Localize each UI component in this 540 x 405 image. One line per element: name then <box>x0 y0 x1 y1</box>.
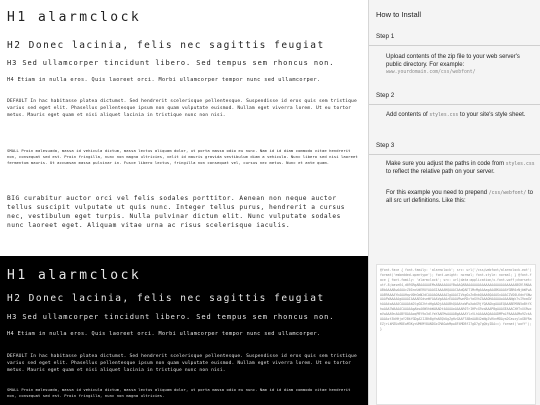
preview-h4: H4 Etiam in nulla eros. Quis laoreet orci. Morbi ullamcorper tempor nunc sed ullamcorper. <box>7 77 321 83</box>
step-3-text <box>386 161 536 176</box>
step-3-divider <box>369 154 540 155</box>
example-code-path: /css/webfont/ <box>488 191 527 196</box>
preview-dark-h2: H2 Donec lacinia, felis nec sagittis feugiat <box>7 293 325 304</box>
preview-light-panel <box>0 0 368 256</box>
step-3-code-stylesheet: styles.css <box>505 162 535 167</box>
step-3-text-post: to reflect the relative path on your server. <box>386 168 495 175</box>
preview-h2: H2 Donec lacinia, felis nec sagittis feugiat <box>7 40 325 51</box>
step-1-text <box>386 54 536 77</box>
install-sidebar <box>368 0 540 405</box>
preview-dark-h3: H3 Sed ullamcorper tincidunt libero. Sed tempus sem rhoncus non. <box>7 313 335 321</box>
step-2-text-pre: Add contents of <box>386 112 430 118</box>
step-1-example-path[interactable]: www.yourdomain.com/css/webfont/ <box>386 70 476 76</box>
step-2-code-stylesheet: styles.css <box>429 113 459 118</box>
preview-paragraph-small: SMALL Proin malesuada, massa id vehicula dictum, massa lectus aliquam dolor, ut porta massa odio eu nunc. Nam id id diam commodo vitae hendrerit non, consequat sed est. Proin fringilla, nunc non magna ultricies, velit id mauris gravida vestibulum diam a vehicula. Nunc libero sed nisi laoreet fermentum mauris. Ut accumsan massa pulvinar in. Fusce libero lectus, fringilla non consequat vel, cursus nec metus. Nunc et ante quam. <box>7 148 358 165</box>
preview-paragraph-big: BIG curabitur auctor orci vel felis sodales porttitor. Aenean non neque auctor tellus suscipit vulputate ut quis nunc. Integer tellus purus, hendrerit a cursus nec, vestibulum eget turpis. Nulla pulvinar dictum elit. Nunc vulputate sodales nunc laoreet eget. Aliquam vitae urna ac risus scelerisque iaculis. <box>7 195 346 229</box>
example-text <box>386 190 536 205</box>
preview-dark-paragraph-default: DEFAULT In hac habitasse platea dictumst. Sed hendrerit scelerisque pellentesque. Suspendisse id eros quis sem tristique varius sed eget elit. Phasellus pellentesque ipsum non quam vulputate euismod. Nullam eget viverra lorem. Ut eu tortor metus. Mauris eget quam et nisi aliquet lacinia in tristique nunc non nisi. <box>7 354 357 373</box>
step-1-divider <box>369 45 540 46</box>
step-2-text <box>386 112 536 120</box>
step-3-label: Step 3 <box>376 142 395 149</box>
preview-h1: H1 alarmclock <box>7 10 142 25</box>
css-code-sample[interactable]: @font-face { font-family: 'alarmclock'; src: url('/css/webfont/alarmclock.eot') format('embedded-opentype'); font-weight: normal; font-style: normal; } @font-face { font-family: 'alarmclock'; src: url(data:application/x-font-woff;charset=utf-8;base64,d09GRgABAAAAAEMsABAAAAAAYBwAAQABAAAAAAAAAAAAAAAAAAAAAAAAAABGRlRNAAABbAAAABwAAAAcZ0ImcUdERUYAAAGIAAAAHQAAACAAdQAET1MvMgAAAagAAABKAAAAYGBR0zNjbWFwAAAB9AAAAYkAAAHqvU0hGmN2dCAAAAOAAAAAIgAAACIVkgGxZnBnbQAAA6QAAAGxAAACZVO0L6dnYXNwAAAFWAAAAAgAAAAIAAAAEGdseWYAAAVgAAAzEAAAVRwnM2cYaGVhZAAAOHAAAAAwAAAANgk7sI9oaGVhAAA4oAAAACAAAAAkDlgGO2htdHgAADjAAAABhQAAAhzWFwXwbG9jYQAAOkgAAAEQAAABEM5N5oBtYXhwAAA7WAAAACAAAAAgAbsA6W5hbWUAADt4AAAAoAAAAR0TrIHPcG9zdAAAPBgAAAGEAAACXHTvXXRwcmVwAAA9nAAABY8AAAoqPBY9o3dlYmYAAEMsAAAABgAAAAYlzVLhAAAAAQAAAADMPaLPAAAAAMo9ZckAAAAAzt3kHHjaY2BkYGDgA2IJBhBgYmAEQkUgZgHzGAAFTABeAAB42mNgZvRknMDAysDCasxyloGBYRaEZjrLkMZUxMDEwM3KycUMKMY8ANDGxCMAGwbMpw8F4MDBfI7gD7g7gQkyIDA==) format('woff'); } <box>376 264 536 405</box>
install-title: How to Install <box>376 10 422 19</box>
step-1-description: Upload contents of the zip file to your web server's public directory. For example: <box>386 54 520 68</box>
preview-dark-panel <box>0 256 368 405</box>
preview-dark-h1: H1 alarmclock <box>7 268 142 283</box>
example-text-post: to all src url definitions. Like this: <box>386 190 533 204</box>
preview-dark-h4: H4 Etiam in nulla eros. Quis laoreet orci. Morbi ullamcorper tempor nunc sed ullamcorper. <box>7 331 321 337</box>
preview-dark-paragraph-small: SMALL Proin malesuada, massa id vehicula dictum, massa lectus aliquam dolor, ut porta massa odio eu nunc. Nam id id diam commodo vitae hendrerit non, consequat sed est. Proin fringilla, nunc non magna ultricies. <box>7 387 351 398</box>
preview-h3: H3 Sed ullamcorper tincidunt libero. Sed tempus sem rhoncus non. <box>7 59 335 67</box>
step-3-text-pre: Make sure you adjust the paths in code from <box>386 161 506 167</box>
preview-paragraph-default: DEFAULT In hac habitasse platea dictumst. Sed hendrerit scelerisque pellentesque. Suspendisse id eros quis sem tristique varius sed eget elit. Phasellus pellentesque ipsum non quam vulputate euismod. Nullam eget viverra lorem. Ut eu tortor metus. Mauris eget quam et nisi aliquet lacinia in tristique nunc non nisi. <box>7 99 357 118</box>
step-2-divider <box>369 104 540 105</box>
example-text-pre: For this example you need to prepend <box>386 190 489 196</box>
step-2-label: Step 2 <box>376 92 395 99</box>
step-2-text-post: to your site's style sheet. <box>458 112 526 118</box>
step-1-label: Step 1 <box>376 33 395 40</box>
